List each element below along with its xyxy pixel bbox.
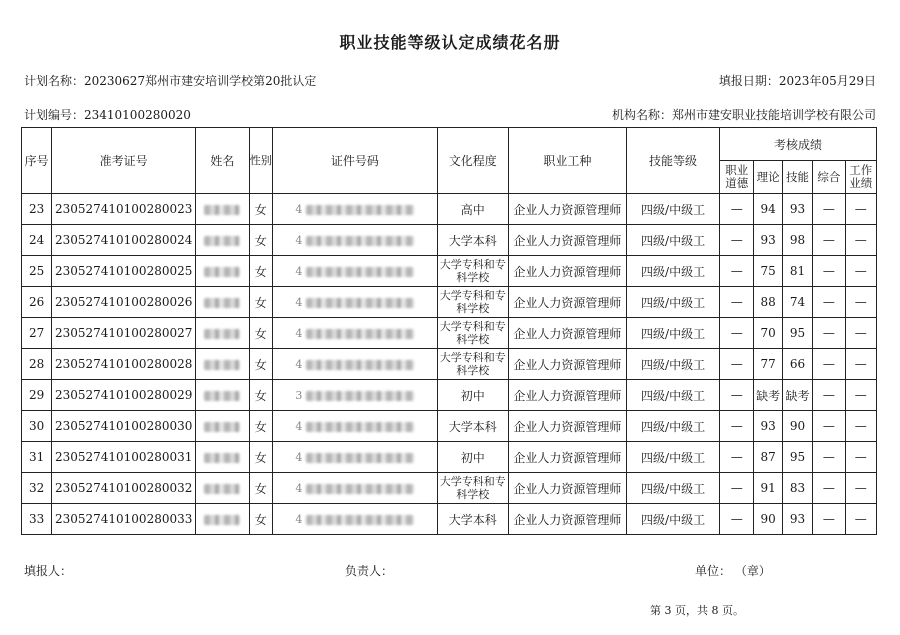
redacted-name xyxy=(204,236,240,246)
redacted-name xyxy=(204,329,240,339)
cell-gender: 女 xyxy=(249,318,272,349)
cell-education: 初中 xyxy=(437,380,508,411)
cell-gender: 女 xyxy=(249,349,272,380)
redacted-name xyxy=(204,515,240,525)
table-row xyxy=(22,194,877,225)
redacted-cert-id xyxy=(306,329,414,339)
cell-level: 四级/中级工 xyxy=(627,287,720,318)
cell-theory: 缺考 xyxy=(754,380,782,411)
cell-occupation: 企业人力资源管理师 xyxy=(508,194,626,225)
cell-exam-id: 230527410100280030 xyxy=(52,411,196,442)
header-gender: 性别 xyxy=(249,128,272,194)
cell-name xyxy=(196,473,250,504)
cell-theory: 94 xyxy=(754,194,782,225)
cell-occupation: 企业人力资源管理师 xyxy=(508,287,626,318)
cert-id-lead: 4 xyxy=(295,327,303,340)
cell-ethics: — xyxy=(720,473,754,504)
cell-skill: 95 xyxy=(782,318,812,349)
roster-body xyxy=(22,194,877,535)
cell-no: 32 xyxy=(22,473,52,504)
document-title: 职业技能等级认定成绩花名册 xyxy=(339,33,561,52)
cell-performance: — xyxy=(845,349,876,380)
cell-skill: 74 xyxy=(782,287,812,318)
cell-occupation: 企业人力资源管理师 xyxy=(508,318,626,349)
cell-exam-id: 230527410100280029 xyxy=(52,380,196,411)
cell-cert-id xyxy=(272,256,437,287)
header-occupation: 职业工种 xyxy=(508,128,626,194)
cell-gender: 女 xyxy=(249,194,272,225)
redacted-name xyxy=(204,267,240,277)
redacted-cert-id xyxy=(306,515,414,525)
cell-name xyxy=(196,411,250,442)
table-row xyxy=(22,504,877,535)
redacted-name xyxy=(204,205,240,215)
cell-theory: 87 xyxy=(754,442,782,473)
cell-gender: 女 xyxy=(249,473,272,504)
cell-education: 大学专科和专科学校 xyxy=(437,473,508,504)
page-info: 第 3 页，共 8 页。 xyxy=(650,604,744,617)
redacted-name xyxy=(204,360,240,370)
cell-skill: 81 xyxy=(782,256,812,287)
header-skill: 技能 xyxy=(782,161,812,194)
fill-date: 填报日期：2023年05月29日 xyxy=(718,74,876,88)
cell-cert-id xyxy=(272,411,437,442)
plan-number: 计划编号：23410100280020 xyxy=(24,108,191,122)
header-exam-id: 准考证号 xyxy=(52,128,196,194)
cell-level: 四级/中级工 xyxy=(627,380,720,411)
cell-occupation: 企业人力资源管理师 xyxy=(508,442,626,473)
cert-id-lead: 3 xyxy=(295,389,303,402)
plan-name: 计划名称：20230627郑州市建安培训学校第20批认定 xyxy=(24,74,317,88)
cell-education: 大学专科和专科学校 xyxy=(437,318,508,349)
cert-id-lead: 4 xyxy=(295,513,303,526)
cell-occupation: 企业人力资源管理师 xyxy=(508,225,626,256)
cell-name xyxy=(196,287,250,318)
header-scores: 考核成绩 xyxy=(720,128,877,161)
table-row xyxy=(22,287,877,318)
cell-skill: 缺考 xyxy=(782,380,812,411)
cell-exam-id: 230527410100280026 xyxy=(52,287,196,318)
cell-name xyxy=(196,349,250,380)
cell-ethics: — xyxy=(720,411,754,442)
footer-principal: 负责人： xyxy=(345,564,394,578)
cert-id-lead: 4 xyxy=(295,358,303,371)
cell-overall: — xyxy=(813,473,845,504)
cell-ethics: — xyxy=(720,504,754,535)
cell-education: 大学专科和专科学校 xyxy=(437,256,508,287)
redacted-cert-id xyxy=(306,205,414,215)
cell-skill: 98 xyxy=(782,225,812,256)
cell-occupation: 企业人力资源管理师 xyxy=(508,256,626,287)
cell-performance: — xyxy=(845,442,876,473)
cell-ethics: — xyxy=(720,225,754,256)
cell-skill: 93 xyxy=(782,504,812,535)
cell-cert-id xyxy=(272,504,437,535)
cell-education: 大学本科 xyxy=(437,411,508,442)
header-cert-id: 证件号码 xyxy=(272,128,437,194)
table-row xyxy=(22,473,877,504)
cert-id-lead: 4 xyxy=(295,420,303,433)
cell-gender: 女 xyxy=(249,256,272,287)
cell-cert-id xyxy=(272,473,437,504)
cell-cert-id xyxy=(272,318,437,349)
cell-education: 大学专科和专科学校 xyxy=(437,287,508,318)
redacted-cert-id xyxy=(306,298,414,308)
footer-unit: 单位： （章） xyxy=(695,564,771,578)
cert-id-lead: 4 xyxy=(295,265,303,278)
cell-performance: — xyxy=(845,380,876,411)
redacted-cert-id xyxy=(306,391,414,401)
cell-level: 四级/中级工 xyxy=(627,256,720,287)
cell-overall: — xyxy=(813,225,845,256)
cell-occupation: 企业人力资源管理师 xyxy=(508,473,626,504)
cell-exam-id: 230527410100280032 xyxy=(52,473,196,504)
cell-performance: — xyxy=(845,504,876,535)
header-education: 文化程度 xyxy=(437,128,508,194)
cell-exam-id: 230527410100280024 xyxy=(52,225,196,256)
redacted-name xyxy=(204,453,240,463)
cell-ethics: — xyxy=(720,349,754,380)
cell-no: 28 xyxy=(22,349,52,380)
cell-gender: 女 xyxy=(249,225,272,256)
cell-theory: 93 xyxy=(754,411,782,442)
cell-overall: — xyxy=(813,442,845,473)
cell-exam-id: 230527410100280025 xyxy=(52,256,196,287)
table-row xyxy=(22,442,877,473)
cell-overall: — xyxy=(813,380,845,411)
cell-education: 初中 xyxy=(437,442,508,473)
cell-ethics: — xyxy=(720,194,754,225)
cert-id-lead: 4 xyxy=(295,451,303,464)
table-row xyxy=(22,318,877,349)
cell-no: 33 xyxy=(22,504,52,535)
cell-gender: 女 xyxy=(249,380,272,411)
header-performance: 工作业绩 xyxy=(845,161,876,194)
cell-no: 27 xyxy=(22,318,52,349)
redacted-cert-id xyxy=(306,484,414,494)
cell-no: 31 xyxy=(22,442,52,473)
cell-occupation: 企业人力资源管理师 xyxy=(508,504,626,535)
cell-level: 四级/中级工 xyxy=(627,504,720,535)
redacted-cert-id xyxy=(306,267,414,277)
cell-ethics: — xyxy=(720,287,754,318)
cell-skill: 93 xyxy=(782,194,812,225)
cell-occupation: 企业人力资源管理师 xyxy=(508,349,626,380)
table-row xyxy=(22,256,877,287)
cell-education: 大学专科和专科学校 xyxy=(437,349,508,380)
cell-ethics: — xyxy=(720,256,754,287)
cell-overall: — xyxy=(813,194,845,225)
cell-cert-id xyxy=(272,225,437,256)
cell-gender: 女 xyxy=(249,442,272,473)
cell-overall: — xyxy=(813,411,845,442)
cell-level: 四级/中级工 xyxy=(627,318,720,349)
cell-name xyxy=(196,225,250,256)
cell-cert-id xyxy=(272,349,437,380)
cell-overall: — xyxy=(813,256,845,287)
cell-theory: 77 xyxy=(754,349,782,380)
cell-name xyxy=(196,256,250,287)
cell-overall: — xyxy=(813,349,845,380)
cell-education: 大学本科 xyxy=(437,504,508,535)
organization-name: 机构名称：郑州市建安职业技能培训学校有限公司 xyxy=(611,108,876,122)
cell-performance: — xyxy=(845,411,876,442)
redacted-cert-id xyxy=(306,360,414,370)
header-name: 姓名 xyxy=(196,128,250,194)
cell-level: 四级/中级工 xyxy=(627,473,720,504)
cell-performance: — xyxy=(845,473,876,504)
cell-level: 四级/中级工 xyxy=(627,225,720,256)
cell-name xyxy=(196,504,250,535)
cell-cert-id xyxy=(272,194,437,225)
cell-name xyxy=(196,442,250,473)
cert-id-lead: 4 xyxy=(295,296,303,309)
cell-no: 23 xyxy=(22,194,52,225)
header-theory: 理论 xyxy=(754,161,782,194)
table-row xyxy=(22,349,877,380)
cell-theory: 93 xyxy=(754,225,782,256)
cell-skill: 90 xyxy=(782,411,812,442)
cell-no: 30 xyxy=(22,411,52,442)
cell-performance: — xyxy=(845,256,876,287)
table-row xyxy=(22,411,877,442)
redacted-name xyxy=(204,298,240,308)
cell-overall: — xyxy=(813,318,845,349)
header-no: 序号 xyxy=(22,128,52,194)
redacted-name xyxy=(204,484,240,494)
redacted-name xyxy=(204,422,240,432)
cell-exam-id: 230527410100280028 xyxy=(52,349,196,380)
cell-level: 四级/中级工 xyxy=(627,411,720,442)
cell-exam-id: 230527410100280033 xyxy=(52,504,196,535)
header-overall: 综合 xyxy=(813,161,845,194)
score-roster-table xyxy=(21,127,877,535)
cell-theory: 91 xyxy=(754,473,782,504)
cell-skill: 83 xyxy=(782,473,812,504)
cert-id-lead: 4 xyxy=(295,234,303,247)
cell-exam-id: 230527410100280031 xyxy=(52,442,196,473)
redacted-cert-id xyxy=(306,236,414,246)
cell-ethics: — xyxy=(720,380,754,411)
cert-id-lead: 4 xyxy=(295,203,303,216)
cell-level: 四级/中级工 xyxy=(627,349,720,380)
cell-no: 24 xyxy=(22,225,52,256)
cell-level: 四级/中级工 xyxy=(627,194,720,225)
redacted-cert-id xyxy=(306,453,414,463)
cell-no: 26 xyxy=(22,287,52,318)
cell-gender: 女 xyxy=(249,504,272,535)
cell-name xyxy=(196,380,250,411)
cell-performance: — xyxy=(845,287,876,318)
cell-occupation: 企业人力资源管理师 xyxy=(508,411,626,442)
cell-cert-id xyxy=(272,287,437,318)
cell-skill: 66 xyxy=(782,349,812,380)
cell-ethics: — xyxy=(720,318,754,349)
header-ethics: 职业道德 xyxy=(720,161,754,194)
table-row xyxy=(22,225,877,256)
cell-overall: — xyxy=(813,287,845,318)
cell-theory: 90 xyxy=(754,504,782,535)
cell-gender: 女 xyxy=(249,411,272,442)
cell-level: 四级/中级工 xyxy=(627,442,720,473)
footer-filler: 填报人： xyxy=(24,564,73,578)
header-level: 技能等级 xyxy=(627,128,720,194)
cell-exam-id: 230527410100280027 xyxy=(52,318,196,349)
cell-overall: — xyxy=(813,504,845,535)
cert-id-lead: 4 xyxy=(295,482,303,495)
cell-theory: 88 xyxy=(754,287,782,318)
cell-theory: 75 xyxy=(754,256,782,287)
cell-cert-id xyxy=(272,442,437,473)
cell-theory: 70 xyxy=(754,318,782,349)
cell-education: 高中 xyxy=(437,194,508,225)
table-row xyxy=(22,380,877,411)
cell-name xyxy=(196,194,250,225)
cell-occupation: 企业人力资源管理师 xyxy=(508,380,626,411)
cell-gender: 女 xyxy=(249,287,272,318)
cell-performance: — xyxy=(845,318,876,349)
cell-education: 大学本科 xyxy=(437,225,508,256)
redacted-cert-id xyxy=(306,422,414,432)
cell-performance: — xyxy=(845,225,876,256)
cell-cert-id xyxy=(272,380,437,411)
cell-ethics: — xyxy=(720,442,754,473)
cell-exam-id: 230527410100280023 xyxy=(52,194,196,225)
cell-no: 29 xyxy=(22,380,52,411)
cell-no: 25 xyxy=(22,256,52,287)
cell-skill: 95 xyxy=(782,442,812,473)
redacted-name xyxy=(204,391,240,401)
cell-performance: — xyxy=(845,194,876,225)
cell-name xyxy=(196,318,250,349)
